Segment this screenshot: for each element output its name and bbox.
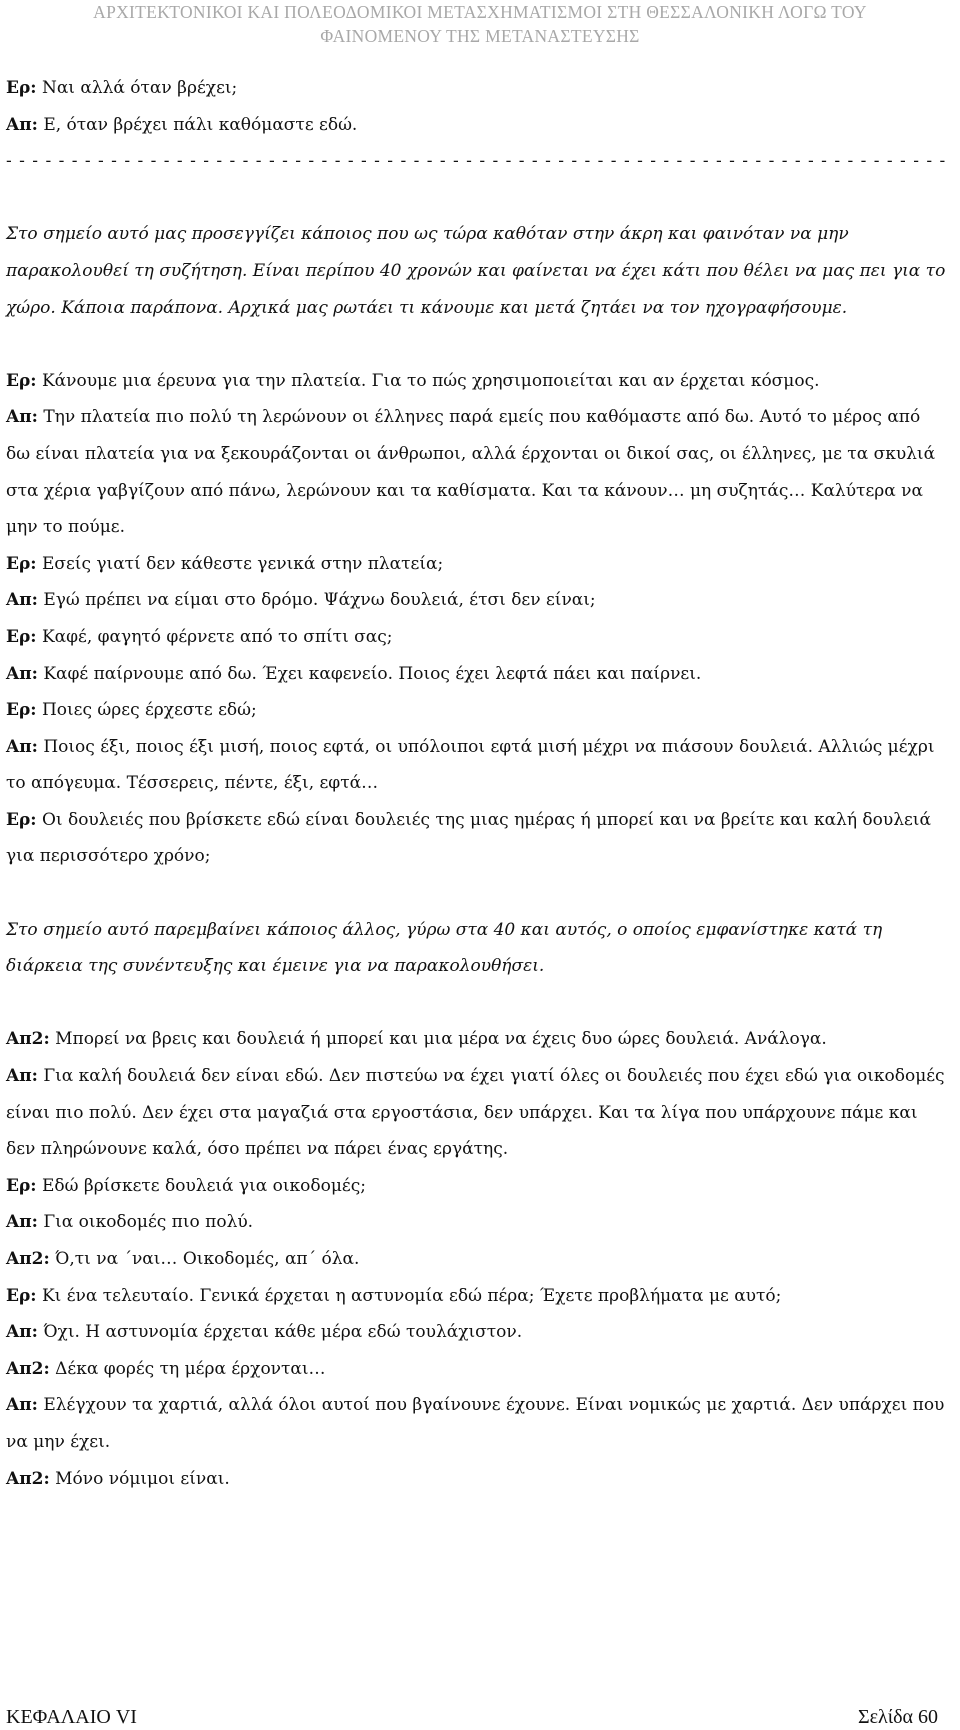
- dialogue-line: [6, 692, 946, 729]
- dialogue-line: [6, 1204, 946, 1241]
- running-header-line-2: ΦΑΙΝΟΜΕΝΟΥ ΤΗΣ ΜΕΤΑΝΑΣΤΕΥΣΗΣ: [320, 26, 640, 46]
- utterance-text: Ναι αλλά όταν βρέχει;: [36, 78, 238, 98]
- speaker-label: Απ:: [6, 590, 38, 611]
- dialogue-line: [6, 1314, 946, 1351]
- speaker-label: Ερ:: [6, 553, 37, 574]
- utterance-text: Για καλή δουλειά δεν είναι εδώ. Δεν πιστεύω να έχει γιατί όλες οι δουλειές που έχει εδώ για οικοδομές είναι πιο πολύ. Δεν έχει στα μαγαζιά στα εργοστάσια, δεν υπάρχει. Και τα λίγα που υπάρχουνε πάμε και δεν πληρώνουνε καλά, όσο πρέπει να πάρει ένας εργάτης.: [6, 1066, 945, 1160]
- speaker-label: Απ2:: [6, 1468, 50, 1489]
- speaker-label: Απ2:: [6, 1249, 50, 1269]
- dialogue-line: [6, 729, 946, 802]
- speaker-label: Ερ:: [6, 626, 37, 647]
- utterance-text: Ποιος έξι, ποιος έξι μισή, ποιος εφτά, οι υπόλοιποι εφτά μισή μέχρι να πιάσουν δουλειά. Αλλιώς μέχρι το απόγευμα. Τέσσερεις, πέντε, έξι, εφτά…: [6, 736, 935, 794]
- utterance-text: Ποιες ώρες έρχεστε εδώ;: [36, 700, 257, 721]
- utterance-text: Ό,τι να ΄ναι… Οικοδομές, απ΄ όλα.: [49, 1249, 360, 1269]
- speaker-label: Ερ:: [6, 1175, 37, 1196]
- speaker-label: Ερ:: [6, 700, 37, 721]
- speaker-label: Ερ:: [6, 1285, 37, 1306]
- utterance-text: Καφέ, φαγητό φέρνετε από το σπίτι σας;: [36, 626, 393, 647]
- utterance-text: Μπορεί να βρεις και δουλειά ή μπορεί και μια μέρα να έχεις δυο ώρες δουλειά. Ανάλογα.: [49, 1029, 827, 1050]
- dialogue-line: [6, 582, 946, 619]
- section-separator: - - - - - - - - - - - - - - - - - - - - - - - - - - - - - - - - - - - - - - - - - - - - - - - - - - - - - - - - - - - - - - - - - - - - - - - -: [6, 151, 946, 172]
- dialogue-line: [6, 1058, 946, 1168]
- running-header: [0, 0, 960, 48]
- utterance-text: Κι ένα τελευταίο. Γενικά έρχεται η αστυνομία εδώ πέρα; Έχετε προβλήματα με αυτό;: [36, 1285, 782, 1306]
- spacer: [6, 326, 946, 363]
- narration-paragraph: Στο σημείο αυτό μας προσεγγίζει κάποιος που ως τώρα καθόταν στην άκρη και φαινόταν να μην παρακολουθεί τη συζήτηση. Είναι περίπου 40 χρονών και φαίνεται να έχει κάτι που θέλει να μας πει για το χώρο. Κάποια παράπονα. Αρχικά μας ρωτάει τι κάνουμε και μετά ζητάει να τον ηχογραφήσουμε.: [6, 224, 946, 318]
- dialogue-line: [6, 70, 946, 107]
- dialogue-block-2: [6, 363, 946, 875]
- utterance-text: Ε, όταν βρέχει πάλι καθόμαστε εδώ.: [37, 114, 358, 135]
- dialogue-block-1: [6, 70, 946, 143]
- dialogue-line: [6, 1021, 946, 1058]
- utterance-text: Εσείς γιατί δεν κάθεστε γενικά στην πλατεία;: [36, 553, 444, 574]
- dialogue-line: [6, 1461, 946, 1498]
- utterance-text: Για οικοδομές πιο πολύ.: [37, 1212, 254, 1233]
- utterance-text: Εγώ πρέπει να είμαι στο δρόμο. Ψάχνω δουλειά, έτσι δεν είναι;: [37, 590, 596, 611]
- speaker-label: Ερ:: [6, 78, 37, 98]
- spacer: [6, 985, 946, 1022]
- spacer: [6, 875, 946, 912]
- dialogue-line: [6, 1351, 946, 1388]
- dialogue-line: [6, 399, 946, 545]
- utterance-text: Δέκα φορές τη μέρα έρχονται…: [49, 1358, 326, 1379]
- utterance-text: Κάνουμε μια έρευνα για την πλατεία. Για το πώς χρησιμοποιείται και αν έρχεται κόσμος.: [36, 370, 820, 391]
- utterance-text: Οι δουλειές που βρίσκετε εδώ είναι δουλειές της μιας ημέρας ή μπορεί και να βρείτε και καλή δουλειά για περισσότερο χρόνο;: [6, 809, 931, 867]
- dialogue-line: [6, 546, 946, 583]
- dialogue-line: [6, 107, 946, 144]
- dialogue-line: [6, 363, 946, 400]
- speaker-label: Απ:: [6, 1066, 38, 1087]
- utterance-text: Όχι. Η αστυνομία έρχεται κάθε μέρα εδώ τουλάχιστον.: [37, 1322, 523, 1343]
- speaker-label: Απ:: [6, 736, 38, 757]
- running-header-line-1: ΑΡΧΙΤΕΚΤΟΝΙΚΟΙ ΚΑΙ ΠΟΛΕΟΔΟΜΙΚΟΙ ΜΕΤΑΣΧΗΜΑΤΙΣΜΟΙ ΣΤΗ ΘΕΣΣΑΛΟΝΙΚΗ ΛΟΓΩ ΤΟΥ: [93, 2, 867, 22]
- utterance-text: Μόνο νόμιμοι είναι.: [49, 1468, 230, 1489]
- dialogue-line: [6, 1387, 946, 1460]
- document-body: [6, 70, 946, 1497]
- dialogue-line: [6, 802, 946, 875]
- speaker-label: Απ:: [6, 1212, 38, 1233]
- speaker-label: Απ:: [6, 407, 38, 428]
- speaker-label: Απ2:: [6, 1358, 50, 1379]
- spacer: [6, 180, 946, 217]
- speaker-label: Απ:: [6, 1395, 38, 1416]
- dialogue-block-3: [6, 1021, 946, 1497]
- narration-paragraph: Στο σημείο αυτό παρεμβαίνει κάποιος άλλος, γύρω στα 40 και αυτός, ο οποίος εμφανίστηκε κατά τη διάρκεια της συνέντευξης και έμεινε για να παρακολουθήσει.: [6, 919, 883, 977]
- chapter-label: ΚΕΦΑΛΑΙΟ VI: [6, 1706, 137, 1728]
- speaker-label: Απ:: [6, 114, 38, 135]
- page-number: Σελίδα 60: [857, 1706, 938, 1728]
- speaker-label: Ερ:: [6, 370, 37, 391]
- speaker-label: Απ:: [6, 663, 38, 684]
- speaker-label: Απ2:: [6, 1029, 50, 1050]
- dialogue-line: [6, 1168, 946, 1205]
- dialogue-line: [6, 619, 946, 656]
- utterance-text: Την πλατεία πιο πολύ τη λερώνουν οι έλληνες παρά εμείς που καθόμαστε από δω. Αυτό το μέρος από δω είναι πλατεία για να ξεκουράζονται οι άνθρωποι, αλλά έρχονται οι δικοί σας, οι έλληνες, με τα σκυλιά στα χέρια γαβγίζουν από πάνω, λερώνουν και τα καθίσματα. Και τα κάνουν… μη συζητάς… Καλύτερα να μην το πούμε.: [6, 407, 936, 538]
- dialogue-line: [6, 656, 946, 693]
- dialogue-line: [6, 1241, 946, 1278]
- page-footer: [0, 1700, 960, 1730]
- utterance-text: Ελέγχουν τα χαρτιά, αλλά όλοι αυτοί που βγαίνουνε έχουνε. Είναι νομικώς με χαρτιά. Δεν υπάρχει που να μην έχει.: [6, 1395, 945, 1452]
- utterance-text: Καφέ παίρνουμε από δω. Έχει καφενείο. Ποιος έχει λεφτά πάει και παίρνει.: [37, 663, 702, 684]
- speaker-label: Ερ:: [6, 809, 37, 830]
- dialogue-line: [6, 1278, 946, 1315]
- utterance-text: Εδώ βρίσκετε δουλειά για οικοδομές;: [36, 1175, 366, 1196]
- speaker-label: Απ:: [6, 1322, 38, 1343]
